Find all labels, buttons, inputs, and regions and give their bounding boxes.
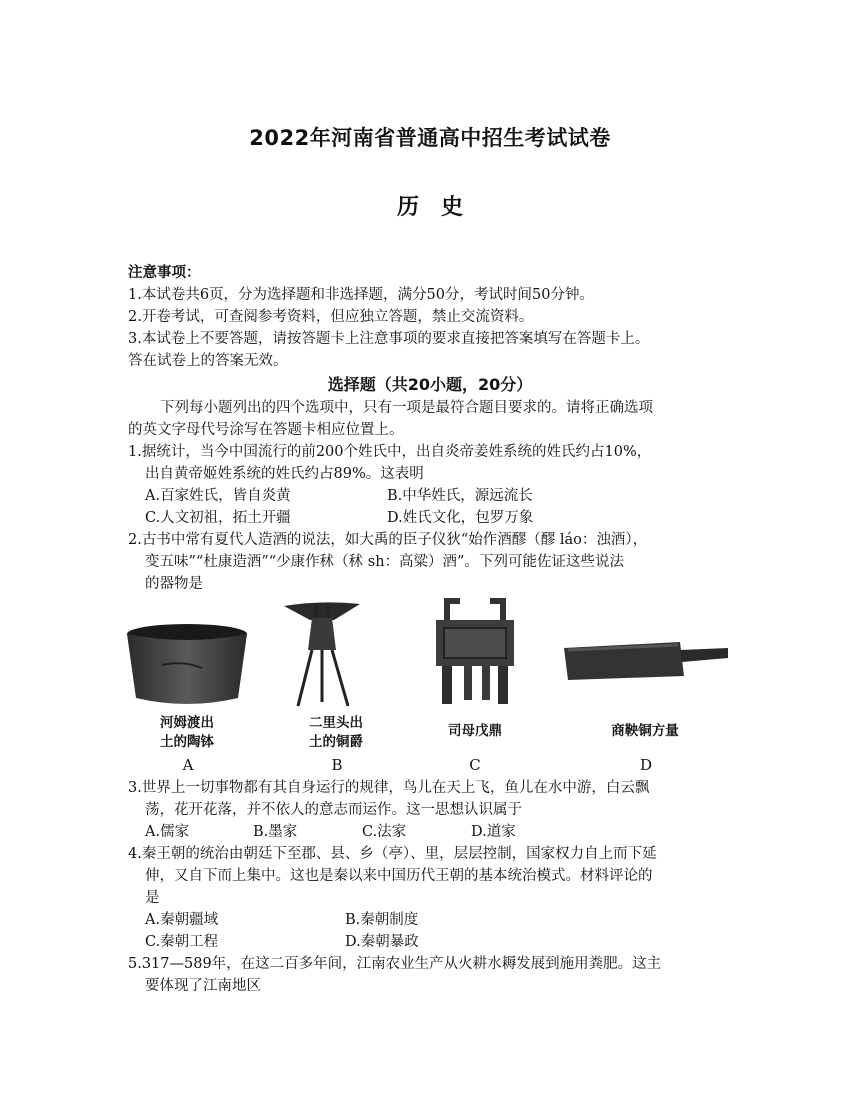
question-5-stem: 要体现了江南地区 <box>145 978 261 994</box>
artifact-b-caption: 土的铜爵 <box>309 734 363 750</box>
question-1-stem: 1.据统计，当今中国流行的前200个姓氏中，出自炎帝姜姓系统的姓氏约占10%， <box>128 444 652 460</box>
notice-item: 答在试卷上的答案无效。 <box>128 353 288 369</box>
q3-option-b: B.墨家 <box>253 824 298 840</box>
q3-option-a: A.儒家 <box>145 824 190 840</box>
artifact-c-letter: C <box>469 756 481 774</box>
subject-title: 历史 <box>396 195 485 220</box>
question-2-stem: 的器物是 <box>145 576 203 592</box>
q4-option-d: D.秦朝暴政 <box>345 934 419 950</box>
notice-item: 1.本试卷共6页，分为选择题和非选择题，满分50分，考试时间50分钟。 <box>128 287 594 303</box>
artifact-a-letter: A <box>182 756 194 774</box>
q3-option-c: C.法家 <box>362 824 407 840</box>
question-3-stem: 3.世界上一切事物都有其自身运行的规律，鸟儿在天上飞，鱼儿在水中游，白云飘 <box>128 780 650 796</box>
section-instruction: 的英文字母代号涂写在答题卡相应位置上。 <box>128 422 404 438</box>
section-instruction: 下列每小题列出的四个选项中，只有一项是最符合题目要求的。请将正确选项 <box>160 400 653 416</box>
q1-option-b: B.中华姓氏，源远流长 <box>387 488 533 504</box>
artifact-b-letter: B <box>331 756 343 774</box>
artifact-c-caption: 司母戊鼎 <box>448 723 502 739</box>
q1-option-c: C.人文初祖，拓土开疆 <box>145 510 291 526</box>
artifact-b-caption: 二里头出 <box>309 715 363 731</box>
artifact-d-letter: D <box>639 756 653 774</box>
exam-title: 2022年河南省普通高中招生考试试卷 <box>249 126 611 150</box>
question-5-stem: 5.317—589年，在这二百多年间，江南农业生产从火耕水耨发展到施用粪肥。这主 <box>128 956 662 972</box>
q1-option-d: D.姓氏文化，包罗万象 <box>387 510 534 526</box>
q1-option-a: A.百家姓氏，皆自炎黄 <box>145 488 291 504</box>
section-title: 选择题（共20小题，20分） <box>327 375 533 394</box>
q4-option-c: C.秦朝工程 <box>145 934 219 950</box>
artifact-a-caption: 土的陶钵 <box>160 734 214 750</box>
q3-option-d: D.道家 <box>471 824 516 840</box>
artifact-a-caption: 河姆渡出 <box>160 715 214 731</box>
question-2-stem: 变五味”“杜康造酒”“少康作秫（秫 sh：高粱）酒”。下列可能佐证这些说法 <box>145 554 624 570</box>
question-4-stem: 伸，又自下而上集中。这也是秦以来中国历代王朝的基本统治模式。材料评论的 <box>145 868 653 884</box>
notice-item: 2.开卷考试，可查阅参考资料，但应独立答题，禁止交流资料。 <box>128 309 534 325</box>
pottery-bowl-image <box>122 620 252 710</box>
q4-option-b: B.秦朝制度 <box>345 912 419 928</box>
artifact-d-caption: 商鞅铜方量 <box>611 723 679 739</box>
bronze-jue-image <box>282 598 362 710</box>
bronze-measure-image <box>560 636 730 686</box>
question-3-stem: 荡，花开花落，并不依人的意志而运作。这一思想认识属于 <box>145 802 522 818</box>
question-2-stem: 2.古书中常有夏代人造酒的说法，如大禹的臣子仪狄“始作酒醪（醪 láo：浊酒）， <box>128 532 648 548</box>
question-1-stem: 出自黄帝姬姓系统的姓氏约占89%。这表明 <box>145 466 424 482</box>
q4-option-a: A.秦朝疆域 <box>145 912 219 928</box>
bronze-ding-image <box>430 596 520 708</box>
question-4-stem: 4.秦王朝的统治由朝廷下至郡、县、乡（亭）、里，层层控制，国家权力自上而下延 <box>128 846 657 862</box>
notice-heading: 注意事项： <box>128 265 201 281</box>
notice-item: 3.本试卷上不要答题，请按答题卡上注意事项的要求直接把答案填写在答题卡上。 <box>128 331 650 347</box>
question-4-stem: 是 <box>145 890 160 906</box>
